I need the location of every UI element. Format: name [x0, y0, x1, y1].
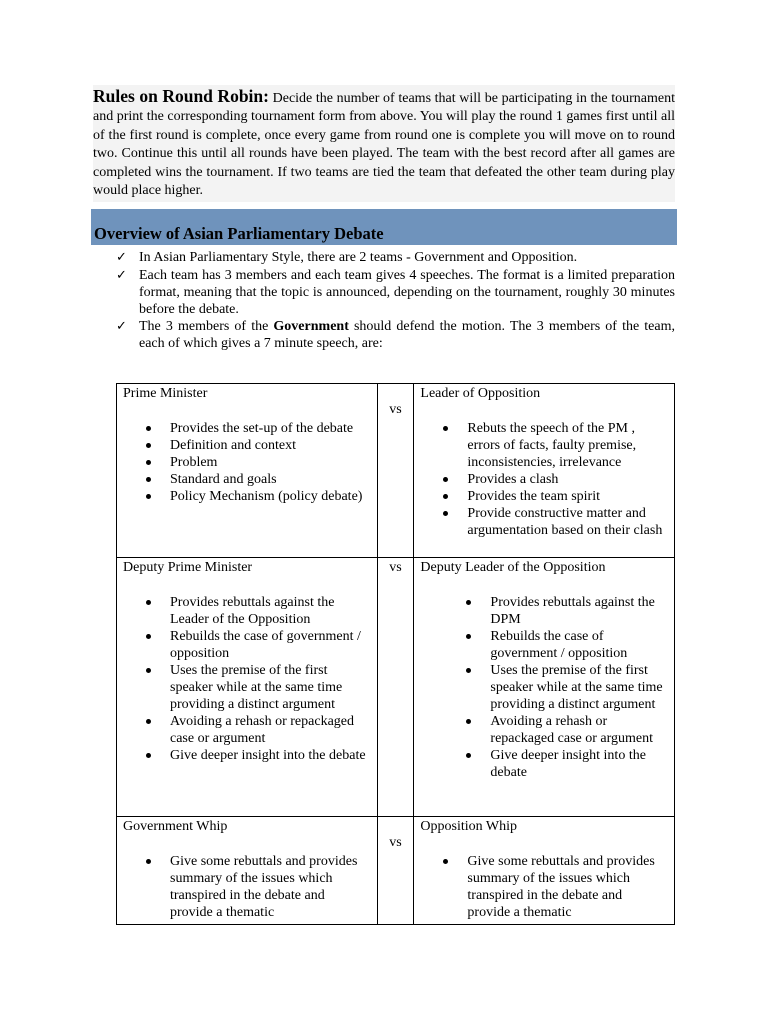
role-title: Deputy Leader of the Opposition — [420, 560, 606, 575]
section-heading: Overview of Asian Parliamentary Debate — [94, 224, 384, 243]
list-item: Rebuts the speech of the PM , errors of facts, faulty premise, inconsistencies, irrelevance — [467, 420, 674, 471]
overview-item: ✓ The 3 members of the Government should defend the motion. The 3 members of the team, each of which gives a 7 minute speech, are: — [116, 319, 675, 351]
table-row — [117, 384, 675, 558]
overview-item: ✓ In Asian Parliamentary Style, there are 2 teams - Government and Opposition. — [116, 250, 578, 265]
role-title: Prime Minister — [123, 386, 208, 401]
vs-label: vs — [389, 835, 402, 850]
table-row — [117, 558, 675, 817]
government-cell — [117, 558, 378, 817]
point-list — [117, 420, 377, 505]
point-list — [414, 420, 674, 539]
list-item: Avoiding a rehash or repackaged case or argument — [490, 713, 674, 747]
list-item: Policy Mechanism (policy debate) — [170, 488, 377, 505]
overview-item: ✓ Each team has 3 members and each team gives 4 speeches. The format is a limited preparation format, meaning that the topic is announced, depending on the tournament, roughly 30 minutes before the debate. — [116, 267, 675, 317]
list-item: Provides the set-up of the debate — [170, 420, 377, 437]
speaker-table — [116, 383, 675, 925]
rules-text: Decide the number of teams that will be participating in the tournament and print the corresponding tournament form from above. You will play the round 1 games first until all of the first round is complete, once every game from round one is complete you will move on to round two. Continue this until all rounds have been played. The team with the best record after all games are completed wins the tournament. If two teams are tied the team that defeated the other team during play would place higher. — [93, 91, 675, 199]
role-title: Government Whip — [123, 819, 228, 834]
table-row — [117, 817, 675, 925]
list-item: Avoiding a rehash or repackaged case or argument — [170, 713, 377, 747]
checkmark-icon: ✓ — [116, 319, 127, 334]
government-cell — [117, 384, 378, 558]
role-title: Leader of Opposition — [420, 386, 541, 401]
checkmark-icon: ✓ — [116, 250, 127, 265]
vs-label: vs — [389, 560, 402, 575]
opposition-cell — [414, 384, 675, 558]
list-item: Give deeper insight into the debate — [490, 747, 674, 781]
list-item: Uses the premise of the first speaker while at the same time providing a distinct argument — [170, 662, 377, 713]
role-title: Opposition Whip — [420, 819, 517, 834]
government-cell — [117, 817, 378, 925]
rules-paragraph — [93, 85, 675, 202]
point-list — [117, 853, 377, 921]
rules-title: Rules on Round Robin — [93, 86, 264, 106]
checkmark-icon: ✓ — [116, 267, 127, 283]
list-item: Give deeper insight into the debate — [170, 747, 377, 764]
list-item: Provides rebuttals against the DPM — [490, 594, 674, 628]
list-item: Rebuilds the case of government / opposition — [170, 628, 377, 662]
list-item: Uses the premise of the first speaker while at the same time providing a distinct argument — [490, 662, 674, 713]
point-list — [414, 853, 674, 921]
vs-label: vs — [389, 402, 402, 417]
list-item: Provides a clash — [467, 471, 674, 488]
rules-title-colon: : — [263, 86, 269, 106]
list-item: Problem — [170, 454, 377, 471]
point-list — [117, 594, 377, 764]
vs-cell — [377, 817, 414, 925]
overview-list — [116, 249, 675, 353]
vs-cell — [377, 384, 414, 558]
list-item: Provide constructive matter and argumentation based on their clash — [467, 505, 674, 539]
list-item: Standard and goals — [170, 471, 377, 488]
list-item: Rebuilds the case of government / opposition — [490, 628, 674, 662]
list-item: Provides rebuttals against the Leader of the Opposition — [170, 594, 377, 628]
section-banner — [91, 209, 677, 245]
opposition-cell — [414, 558, 675, 817]
vs-cell — [377, 558, 414, 817]
opposition-cell — [414, 817, 675, 925]
list-item: Provides the team spirit — [467, 488, 674, 505]
point-list — [414, 594, 674, 781]
list-item: Definition and context — [170, 437, 377, 454]
role-title: Deputy Prime Minister — [123, 560, 253, 575]
list-item: Give some rebuttals and provides summary of the issues which transpired in the debate and provide a thematic — [467, 853, 674, 921]
list-item: Give some rebuttals and provides summary of the issues which transpired in the debate and provide a thematic — [170, 853, 377, 921]
